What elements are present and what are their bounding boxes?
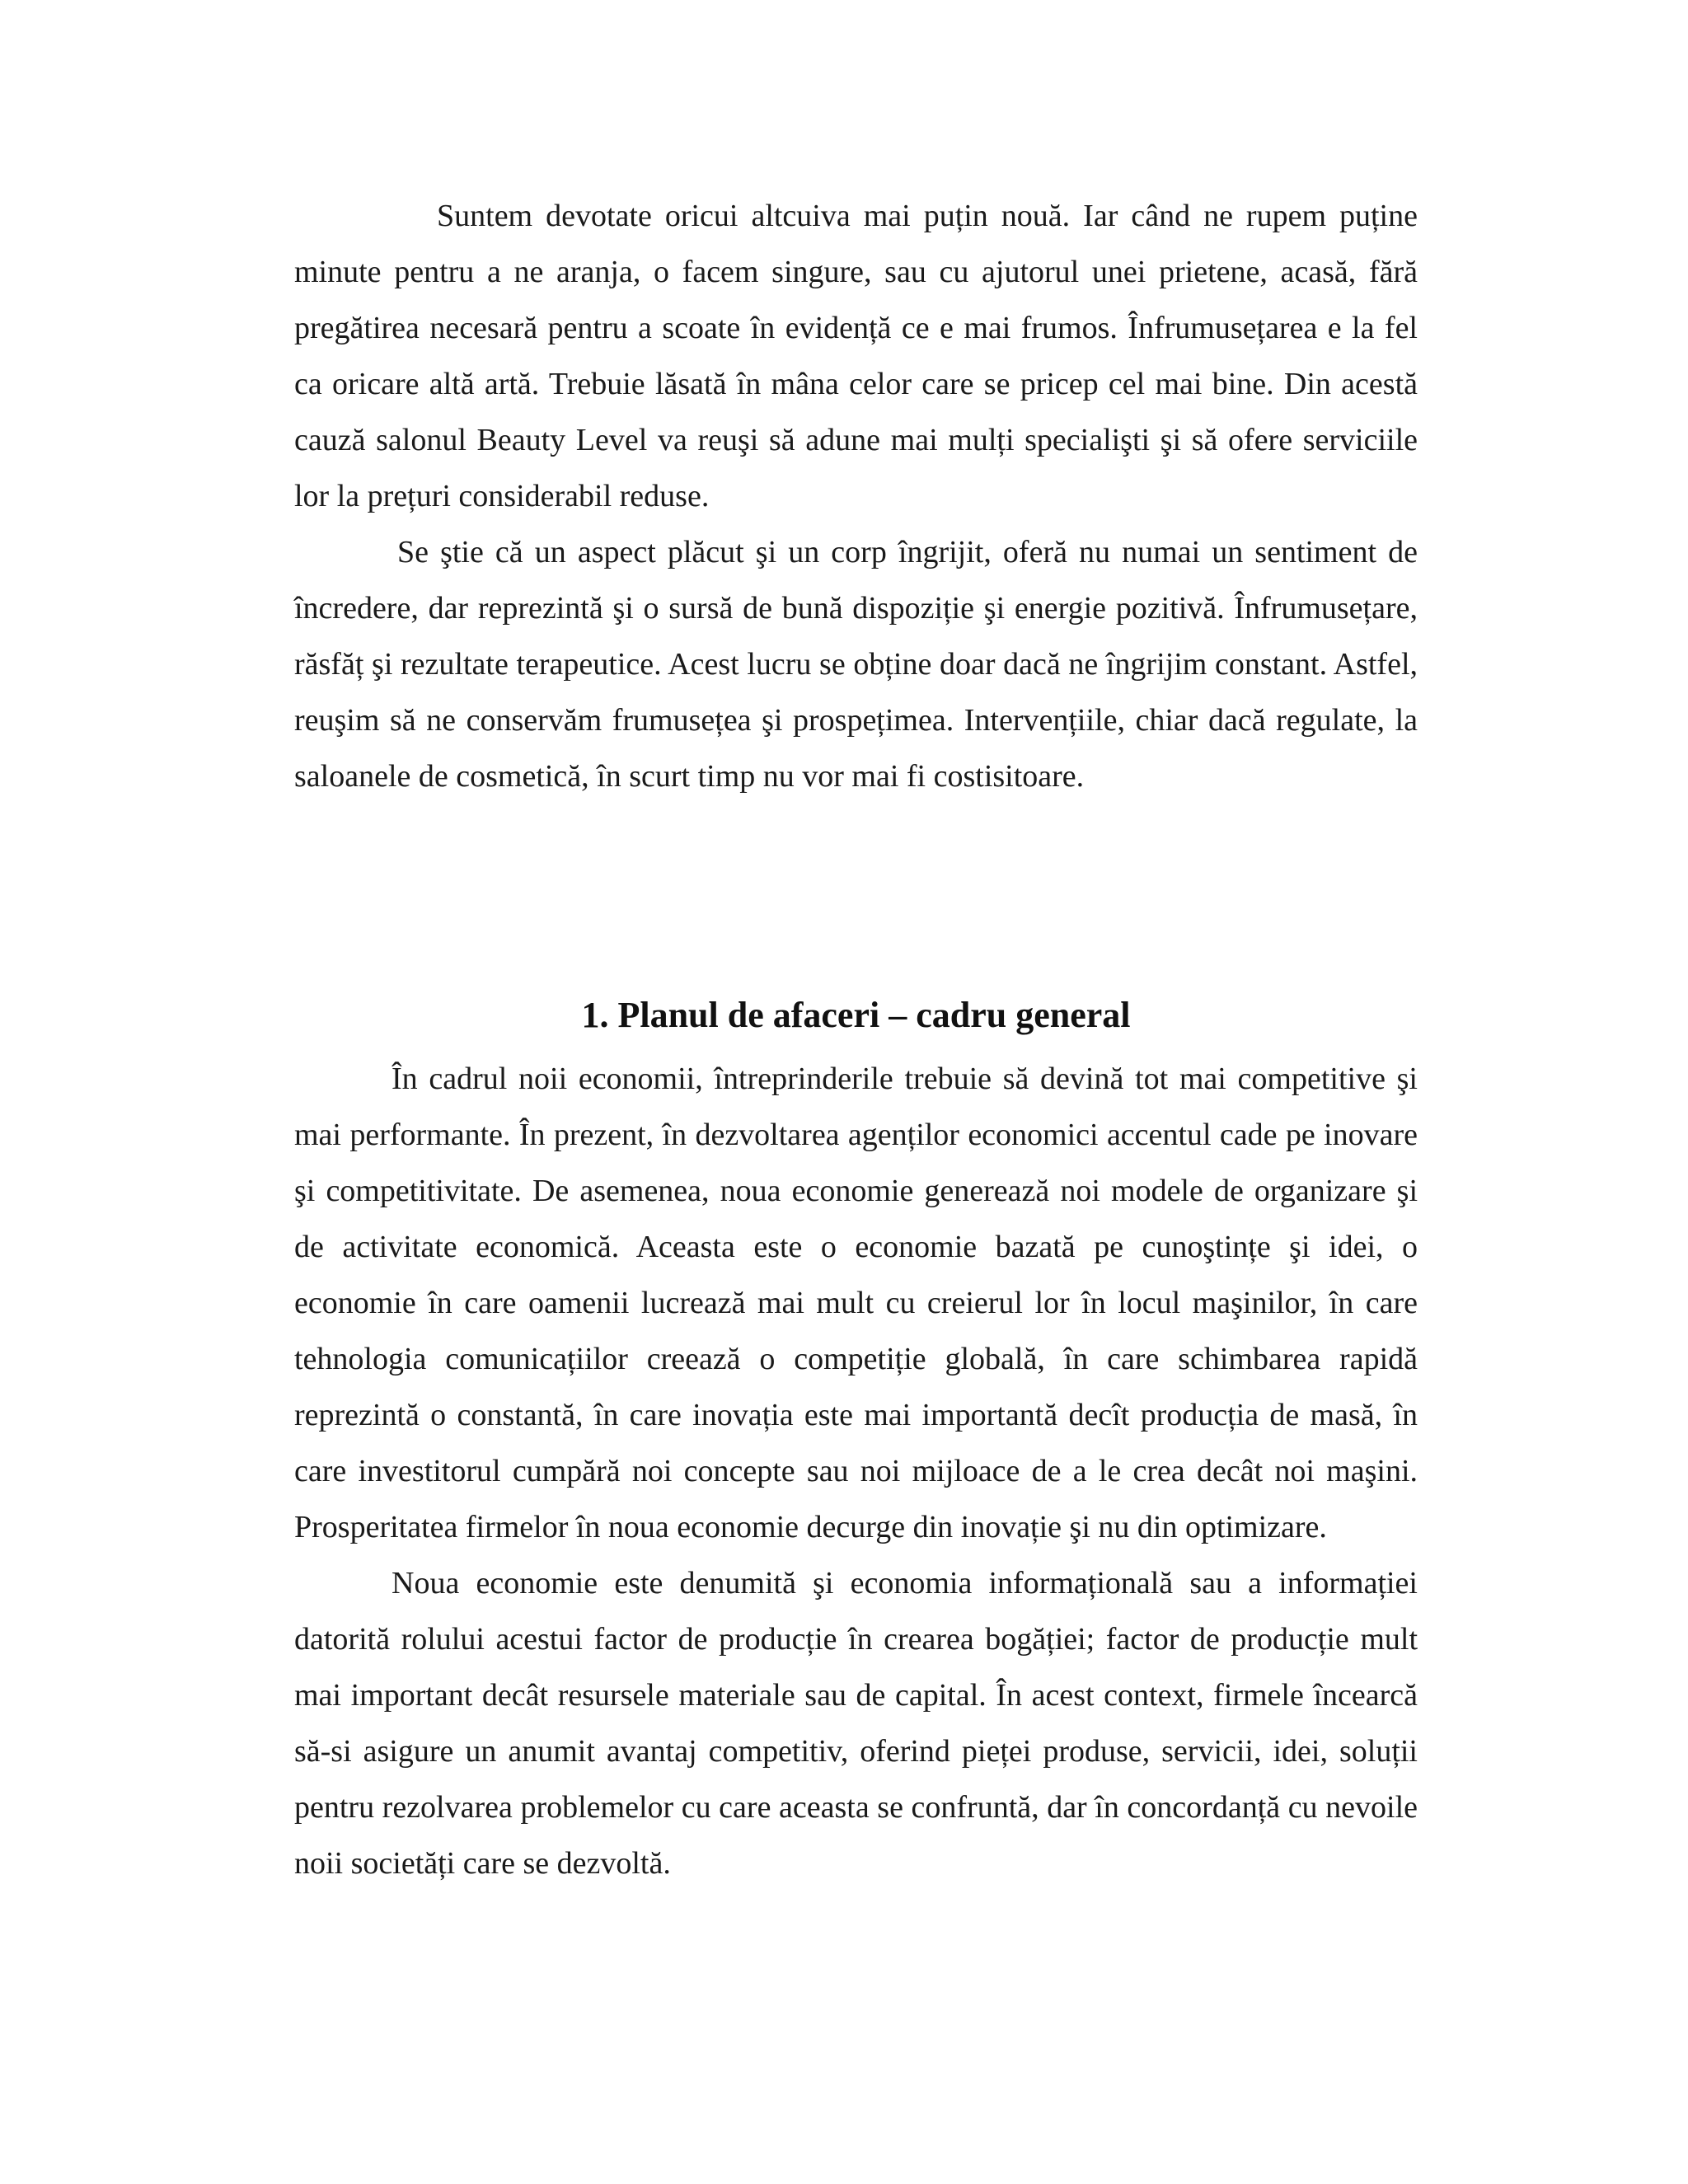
intro-section	[294, 188, 1418, 804]
section-heading: 1. Planul de afaceri – cadru general	[581, 995, 1131, 1035]
section-paragraph-2: Noua economie este denumită şi economia informațională sau a informației datorită rolului acestui factor de producție în crearea bogăției; factor de producție mult mai important decât resursele materiale sau de capital. În acest context, firmele încearcă să-si asigure un anumit avantaj competitiv, oferind pieței produse, servicii, idei, soluții pentru rezolvarea problemelor cu care aceasta se confruntă, dar în concordanță cu nevoile noii societăți care se dezvoltă.	[294, 1566, 1418, 1881]
intro-paragraph-1: Suntem devotate oricui altcuiva mai puțin nouă. Iar când ne rupem puține minute pentru a ne aranja, o facem singure, sau cu ajutorul unei prietene, acasă, fără pregătirea necesară pentru a scoate în evidență ce e mai frumos. Înfrumusețarea e la fel ca oricare altă artă. Trebuie lăsată în mâna celor care se pricep cel mai bine. Din acestă cauză salonul Beauty Level va reuşi să adune mai mulți specialişti şi să ofere serviciile lor la prețuri considerabil reduse.	[294, 199, 1418, 513]
section-body	[294, 1051, 1418, 1891]
section-paragraph-1: În cadrul noii economii, întreprinderile trebuie să devină tot mai competitive şi mai performante. În prezent, în dezvoltarea agenților economici accentul cade pe inovare şi competitivitate. De asemenea, noua economie generează noi modele de organizare şi de activitate economică. Aceasta este o economie bazată pe cunoştințe şi idei, o economie în care oamenii lucrează mai mult cu creierul lor în locul maşinilor, în care tehnologia comunicațiilor creează o competiție globală, în care schimbarea rapidă reprezintă o constantă, în care inovația este mai importantă decît producția de masă, în care investitorul cumpără noi concepte sau noi mijloace de a le crea decât noi maşini. Prosperitatea firmelor în noua economie decurge din inovație şi nu din optimizare.	[294, 1062, 1418, 1544]
intro-paragraph-2: Se ştie că un aspect plăcut şi un corp îngrijit, oferă nu numai un sentiment de încredere, dar reprezintă şi o sursă de bună dispoziție şi energie pozitivă. Înfrumusețare, răsfăț şi rezultate terapeutice. Acest lucru se obține doar dacă ne îngrijim constant. Astfel, reuşim să ne conservăm frumusețea şi prospețimea. Intervențiile, chiar dacă regulate, la saloanele de cosmetică, în scurt timp nu vor mai fi costisitoare.	[294, 535, 1418, 794]
